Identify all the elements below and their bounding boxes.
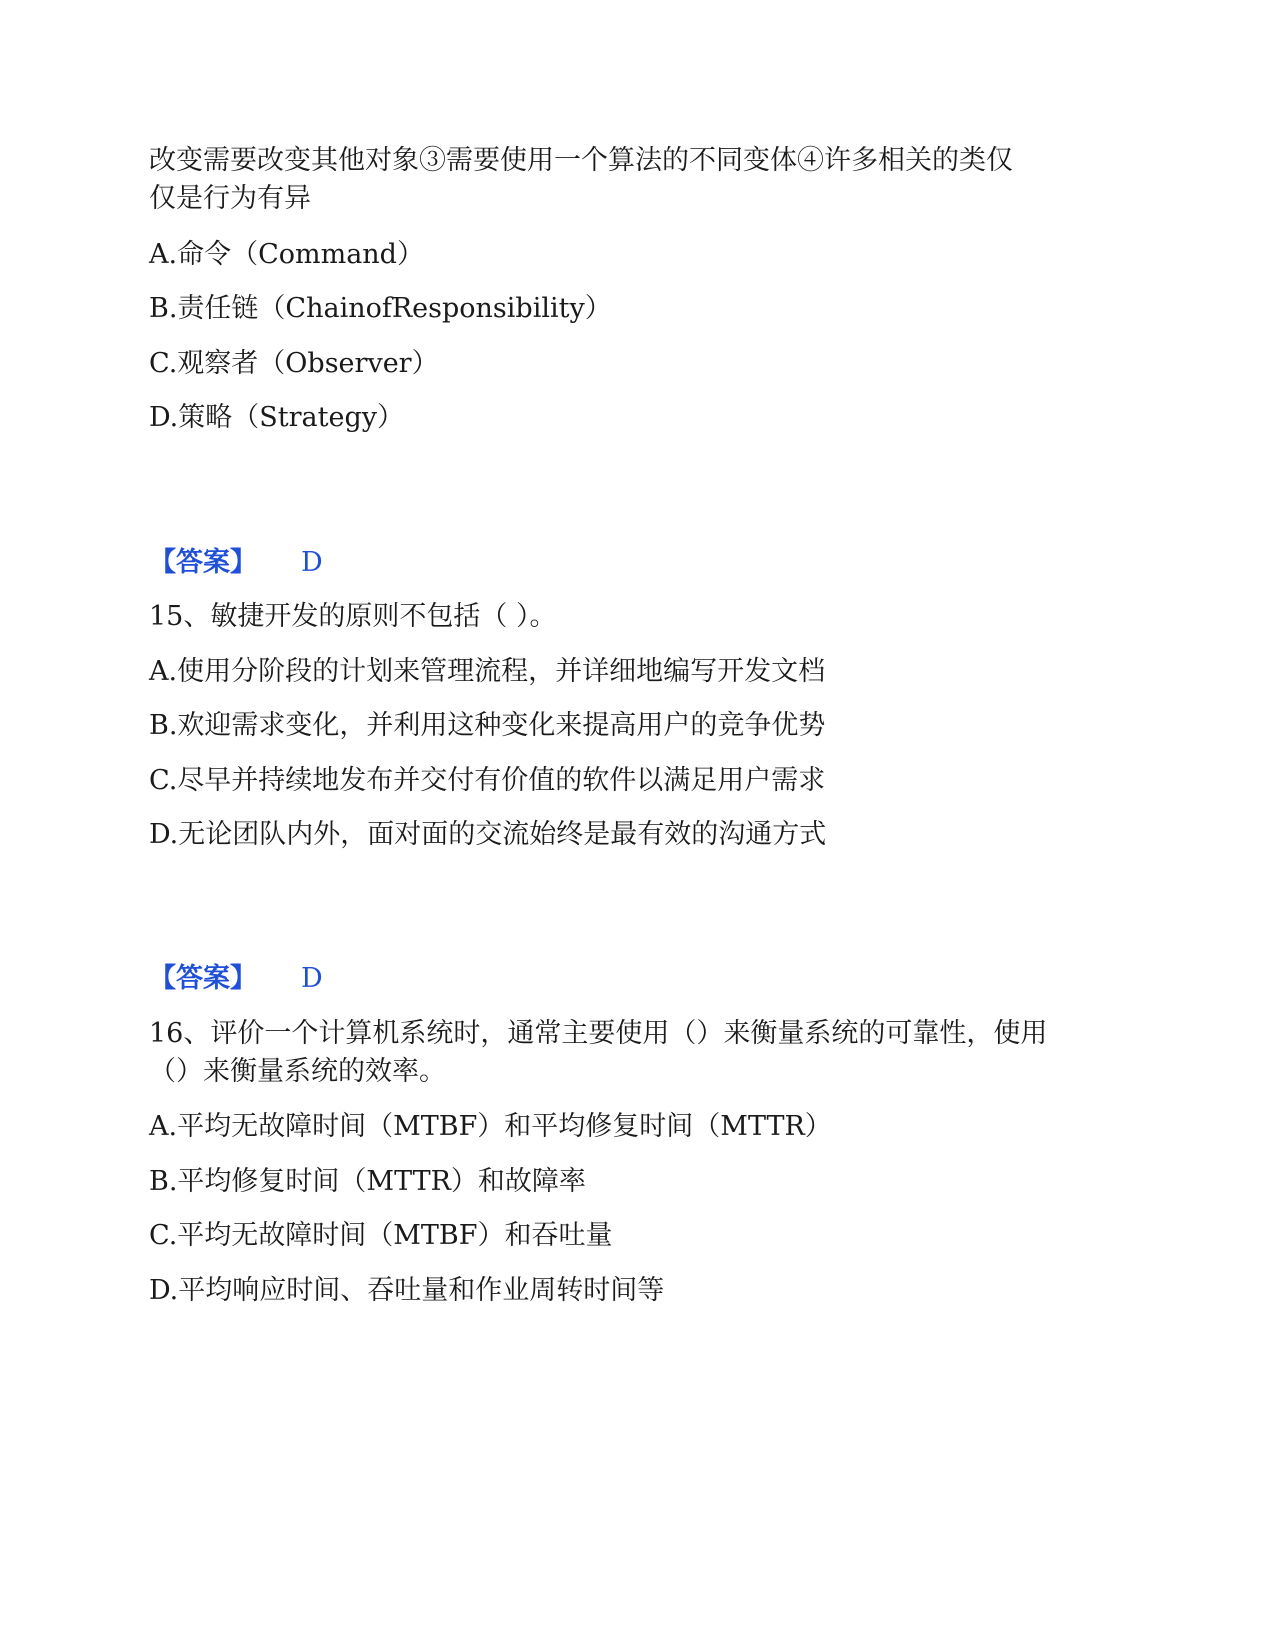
question-14-option-c: C.观察者（Observer） bbox=[149, 348, 439, 379]
question-14-text-line-1: 改变需要改变其他对象③需要使用一个算法的不同变体④许多相关的类仅 bbox=[149, 145, 1013, 176]
answer-label: 【答案】 bbox=[149, 547, 257, 578]
question-14-option-d: D.策略（Strategy） bbox=[149, 402, 404, 433]
answer-value: D bbox=[301, 547, 323, 578]
question-15-answer bbox=[149, 961, 323, 997]
question-14-option-a: A.命令（Command） bbox=[149, 239, 424, 270]
question-16-option-d: D.平均响应时间、吞吐量和作业周转时间等 bbox=[149, 1275, 665, 1306]
question-15-option-b: B.欢迎需求变化，并利用这种变化来提高用户的竞争优势 bbox=[149, 710, 826, 741]
question-14-option-b: B.责任链（ChainofResponsibility） bbox=[149, 293, 612, 324]
answer-label: 【答案】 bbox=[149, 963, 257, 994]
question-16-text-line-2: （）来衡量系统的效率。 bbox=[149, 1056, 446, 1087]
question-16-text-line-1: 16、评价一个计算机系统时，通常主要使用（）来衡量系统的可靠性，使用 bbox=[149, 1018, 1048, 1049]
answer-value: D bbox=[301, 963, 323, 994]
question-16-option-b: B.平均修复时间（MTTR）和故障率 bbox=[149, 1166, 586, 1197]
question-16-option-a: A.平均无故障时间（MTBF）和平均修复时间（MTTR） bbox=[149, 1111, 832, 1142]
question-14-text-line-2: 仅是行为有异 bbox=[149, 183, 311, 214]
question-15-option-d: D.无论团队内外，面对面的交流始终是最有效的沟通方式 bbox=[149, 819, 827, 850]
question-15-option-c: C.尽早并持续地发布并交付有价值的软件以满足用户需求 bbox=[149, 765, 826, 796]
question-15-text: 15、敏捷开发的原则不包括（ ）。 bbox=[149, 601, 557, 632]
question-14-answer bbox=[149, 545, 323, 581]
question-15-option-a: A.使用分阶段的计划来管理流程，并详细地编写开发文档 bbox=[149, 656, 826, 687]
question-16-option-c: C.平均无故障时间（MTBF）和吞吐量 bbox=[149, 1220, 613, 1251]
